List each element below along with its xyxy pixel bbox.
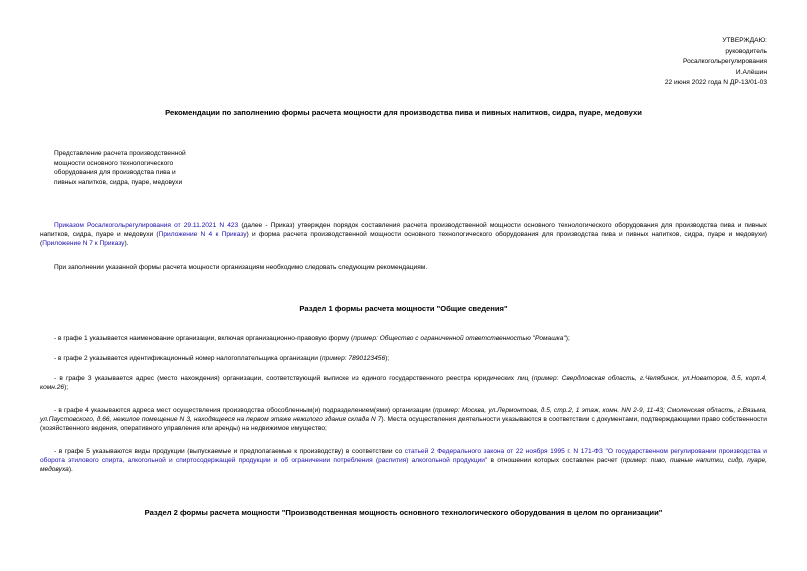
intro-line: Представление расчета производственной <box>54 150 186 157</box>
graph-2-item <box>40 354 767 363</box>
paragraph-order <box>40 221 767 248</box>
graph-1-item <box>40 334 767 343</box>
approval-date: 22 июня 2022 года N ДР-13/01-03 <box>664 79 767 86</box>
graph-3-item <box>40 374 767 392</box>
item-example: пример: 7890123456 <box>321 355 386 362</box>
intro-line: оборудования для производства пива и <box>54 169 176 176</box>
approval-heading: УТВЕРЖДАЮ: <box>722 37 767 44</box>
appendix-7-link[interactable]: Приложение N 7 к Приказу <box>42 240 125 247</box>
item-text: - в графе 2 указывается идентификационный номер налогоплательщика организации ( <box>54 355 322 362</box>
federal-law-link[interactable]: статьей 2 Федерального закона от 22 ноября 1995 г. N 171-ФЗ "О государственном регулировании производства и оборота этилового спирта, алкогольной и спиртосодержащей продукции и об ограничении потребления (распития) алкогольной продукции" <box>40 448 767 464</box>
approval-position: руководитель <box>725 47 767 55</box>
item-end: ). Места осуществления деятельности указываются в соответствии с документами, подтверждающими право собственности (хозяйственного ведения, оперативного управления или аренды) на недвижимое имущество; <box>40 416 767 432</box>
item-example: пример: Общество с ограниченной ответственностью "Ромашка" <box>353 335 566 342</box>
item-text: - в графе 3 указывается адрес (место нахождения) организации, соответствующий выписке из единого государственного реестра юридических лиц ( <box>54 375 534 382</box>
document-title: Рекомендации по заполнению формы расчета мощности для производства пива и пивных напитков, сидра, пуаре, медовухи <box>165 108 642 117</box>
paragraph-text: ). <box>124 240 129 247</box>
paragraph-text: ) и форма расчета производственной мощности основного технологического оборудования для производства пива и пивных напитков, сидра, пуаре и медовухи) ( <box>40 231 767 247</box>
paragraph-recommendations: При заполнении указанной формы расчета мощности организациям необходимо следовать следующим рекомендациям. <box>54 264 428 271</box>
item-text: - в графе 5 указываются виды продукции (выпускаемые и предполагаемые к производству) в соответствии со <box>54 448 405 455</box>
section-2-heading: Раздел 2 формы расчета мощности "Производственная мощность основного технологического оборудования в целом по организации" <box>144 508 663 517</box>
item-text: в отношении которых составлен расчет ( <box>487 457 623 464</box>
item-end: ); <box>64 384 69 391</box>
intro-line: пивных напитков, сидра, пуаре, медовухи <box>54 178 183 186</box>
graph-5-item <box>40 447 767 474</box>
graph-4-item <box>40 406 767 433</box>
approval-name: И.Алёшин <box>735 68 767 76</box>
section-1-heading: Раздел 1 формы расчета мощности "Общие сведения" <box>299 304 508 313</box>
appendix-4-link[interactable]: Приложение N 4 к Приказу <box>158 231 247 238</box>
item-end: ); <box>565 335 570 342</box>
item-example: пример: пиво, пивные напитки, сидр, пуаре, медовуха <box>40 457 768 473</box>
item-end: ); <box>385 355 390 362</box>
paragraph-text: (далее - Приказ) утвержден порядок составления расчета производственной мощности основного технологического оборудования для производства пива и пивных напитков, сидра, пуаре и медовухи ( <box>40 222 767 238</box>
intro-block <box>54 149 224 187</box>
order-link[interactable]: Приказом Росалкогольрегулирования от 29.11.2021 N 423 <box>54 222 239 229</box>
intro-line: мощности основного технологического <box>54 159 174 167</box>
item-text: - в графе 1 указывается наименование организации, включая организационно-правовую форму ( <box>54 335 354 342</box>
item-example: пример: Москва, ул.Лермонтова, д.5, стр.2, 1 этаж, комн. NN 2-9, 11-43; Смоленская область, г.Вязьма, ул.Паустовского, д.66, нежилое помещение N 3, находящееся на первом этаже нежилого здания склада N 7 <box>40 407 767 423</box>
approval-agency: Росалкогольрегулирования <box>682 58 767 65</box>
item-text: - в графе 4 указываются адреса мест осуществления производства обособленным(и) подразделением(ями) организации ( <box>54 407 436 414</box>
approval-block <box>665 36 767 89</box>
item-end: ). <box>68 466 73 473</box>
item-example: пример: Свердловская область, г.Челябинск, ул.Новаторов, д.5, корп.4, комн.26 <box>40 375 767 391</box>
